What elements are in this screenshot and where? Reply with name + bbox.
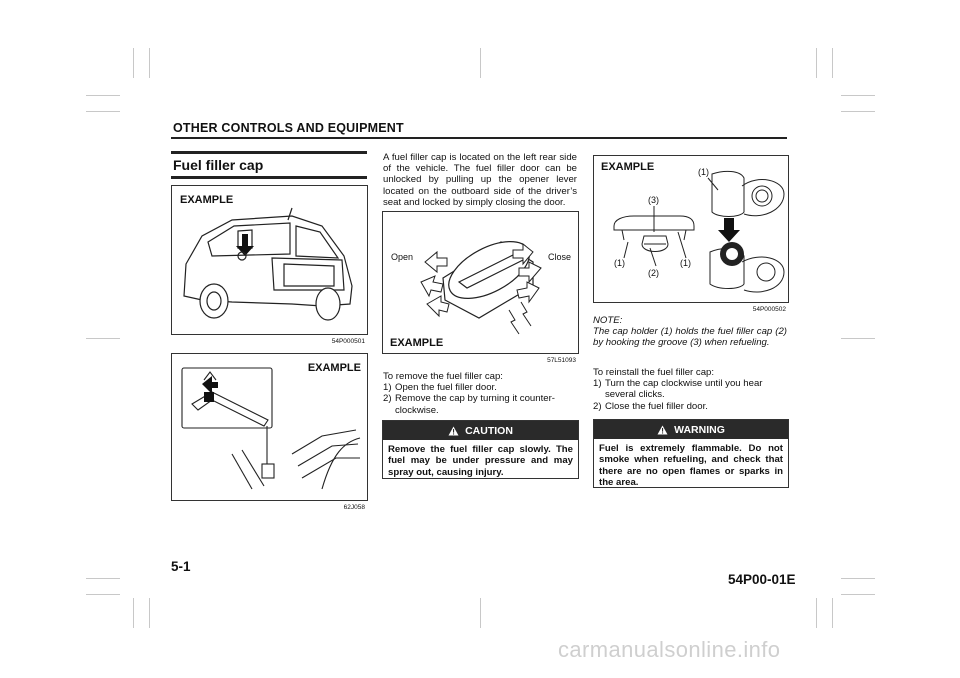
intro-paragraph: A fuel filler cap is located on the left rear side of the vehicle. The fuel filler door can be unlocked by pulling up the opener lever located on the outboard side of the driver’s seat and locked by simply closing the door.: [383, 152, 577, 208]
figure-code: 54P000501: [331, 338, 365, 345]
page-number: 5-1: [171, 559, 191, 574]
step-number: 2): [593, 400, 602, 412]
crop-mark: [149, 598, 150, 628]
crop-mark: [86, 95, 120, 96]
caution-header: [383, 421, 578, 440]
step-number: 1): [383, 382, 392, 394]
arrow-open-icon: [425, 252, 447, 272]
remove-instructions: [383, 371, 577, 416]
step-text: Open the fuel filler door.: [395, 382, 497, 394]
caution-title: CAUTION: [465, 424, 513, 437]
figure-label: EXAMPLE: [180, 194, 234, 206]
crop-mark: [832, 598, 833, 628]
crop-mark: [841, 338, 875, 339]
crop-mark: [480, 48, 481, 78]
section-rule-bottom: [171, 176, 367, 179]
note-block: [593, 315, 787, 349]
list-item: [593, 401, 787, 412]
vehicle-rear-illustration: [172, 186, 367, 334]
list-item: [383, 382, 577, 393]
callout-1: (1): [698, 167, 709, 177]
reinstall-lead: To reinstall the fuel filler cap:: [593, 367, 715, 378]
caution-box: [382, 420, 579, 479]
crop-mark: [149, 48, 150, 78]
figure-cap-holder: [593, 155, 789, 313]
warning-text: Fuel is extremely flammable. Do not smoke when refueling, and check that there are no open flames or sparks in the area.: [599, 443, 783, 489]
crop-mark: [816, 598, 817, 628]
reinstall-instructions: [593, 367, 787, 412]
label-close: Close: [547, 252, 571, 262]
crop-mark: [816, 48, 817, 78]
arrow-open-icon: [421, 276, 443, 296]
note-text: The cap holder (1) holds the fuel filler cap (2) by hooking the groove (3) when refueling.: [593, 326, 787, 349]
header-rule: [171, 137, 787, 139]
figure-code: 54P000502: [752, 306, 786, 313]
figure-fuel-cap-direction: [382, 211, 579, 364]
figure-code: 62J058: [343, 504, 365, 511]
warning-box: [593, 419, 789, 488]
crop-mark: [841, 594, 875, 595]
crop-mark: [86, 111, 120, 112]
callout-1: (1): [614, 258, 625, 268]
remove-lead: To remove the fuel filler cap:: [383, 371, 503, 382]
crop-mark: [841, 95, 875, 96]
step-text: Remove the cap by turning it counter-clockwise.: [395, 393, 555, 416]
callout-1: (1): [680, 258, 691, 268]
figure-vehicle-rear: [171, 185, 368, 345]
crop-mark: [86, 578, 120, 579]
crop-mark: [480, 598, 481, 628]
lever-icon: [204, 392, 214, 402]
caution-text: Remove the fuel filler cap slowly. The fuel may be under pressure and may spray out, causing injury.: [388, 444, 573, 478]
crop-mark: [133, 48, 134, 78]
callout-2: (2): [648, 268, 659, 278]
note-label: NOTE:: [593, 315, 623, 326]
arrow-down-icon: [718, 218, 740, 242]
watermark: carmanualsonline.info: [558, 637, 781, 662]
section-rule-top: [171, 151, 367, 154]
warning-triangle-icon: [448, 426, 459, 436]
section-title: Fuel filler cap: [173, 157, 264, 173]
fuel-cap-illustration: [383, 212, 578, 353]
document-code: 54P00-01E: [728, 572, 796, 587]
crop-mark: [86, 338, 120, 339]
callout-3: (3): [648, 195, 659, 205]
crop-mark: [86, 594, 120, 595]
opener-lever-illustration: [172, 354, 367, 500]
crop-mark: [832, 48, 833, 78]
step-text: Close the fuel filler door.: [605, 400, 708, 412]
label-open: Open: [391, 252, 414, 262]
step-number: 1): [593, 378, 602, 390]
step-number: 2): [383, 393, 392, 405]
warning-header: [594, 420, 788, 439]
figure-label: EXAMPLE: [601, 161, 655, 173]
figure-label: EXAMPLE: [307, 362, 361, 374]
crop-mark: [133, 598, 134, 628]
figure-label: EXAMPLE: [390, 337, 444, 349]
crop-mark: [841, 578, 875, 579]
cap-holder-illustration: [594, 156, 788, 302]
warning-title: WARNING: [674, 423, 725, 436]
warning-triangle-icon: [657, 425, 668, 435]
list-item: [383, 393, 577, 415]
page-header-title: OTHER CONTROLS AND EQUIPMENT: [173, 121, 404, 135]
list-item: [593, 378, 787, 400]
figure-code: 57L51093: [547, 357, 576, 364]
crop-mark: [841, 111, 875, 112]
figure-opener-lever: [171, 353, 368, 511]
step-text: Turn the cap clockwise until you hear several clicks.: [605, 378, 763, 401]
